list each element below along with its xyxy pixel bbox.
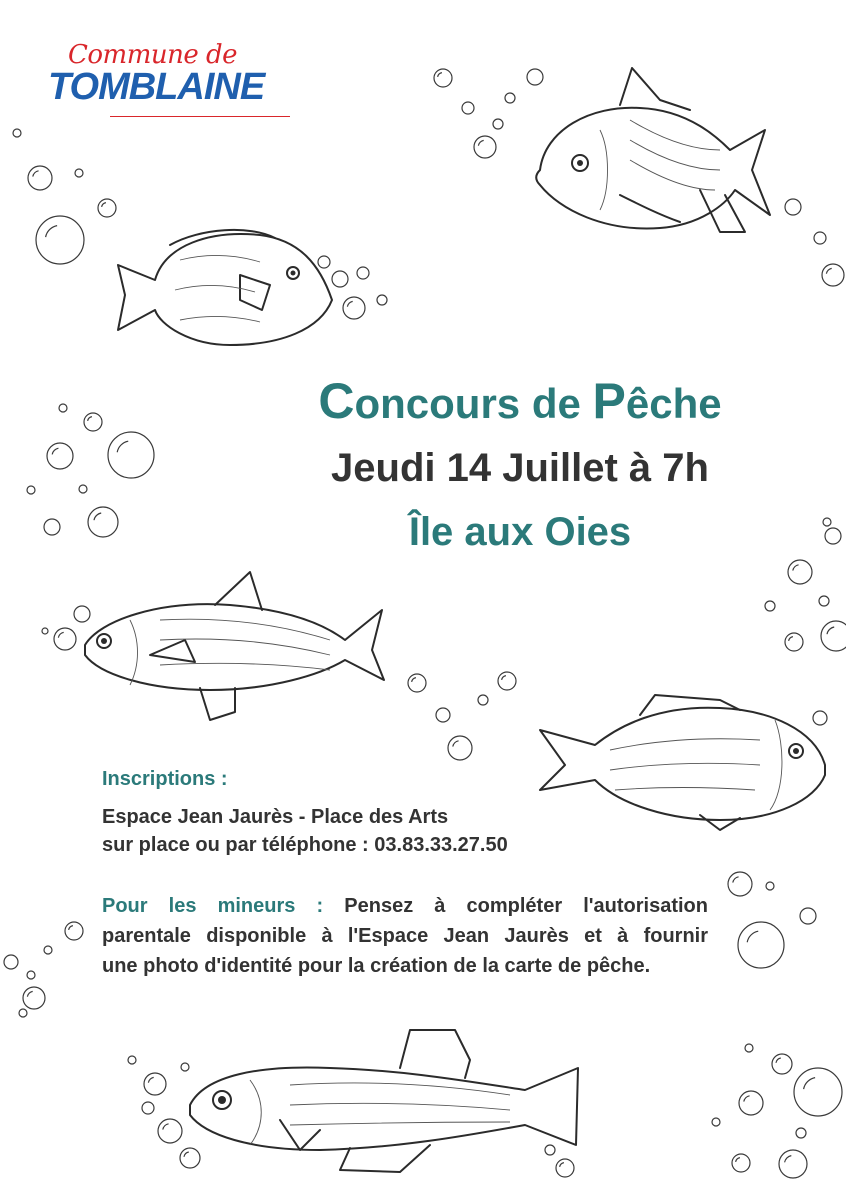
logo-name-text: TOMBLAINE <box>48 66 265 108</box>
title-initial-c: C <box>318 373 355 429</box>
minors-line-1 <box>102 891 708 921</box>
event-date: Jeudi 14 Juillet à 7h <box>331 446 709 490</box>
registration-contact: sur place ou par téléphone : 03.83.33.27.50 <box>102 834 508 856</box>
goldfish-illustration <box>536 68 770 232</box>
killifish-illustration <box>190 1030 578 1172</box>
event-location: Île aux Oies <box>408 510 632 554</box>
minors-text-1: Pensez à compléter l'autorisation <box>344 895 708 917</box>
logo-script-text: Commune de <box>68 40 238 70</box>
title-initial-p: P <box>592 373 626 429</box>
minors-line-2: parentale disponible à l'Espace Jean Jaurès et à fournir <box>102 925 708 947</box>
tomblaine-logo <box>48 40 298 120</box>
registration-location: Espace Jean Jaurès - Place des Arts <box>102 806 449 828</box>
carp-illustration <box>85 572 384 720</box>
title-part-2: êche <box>625 380 722 427</box>
logo-underline <box>110 116 290 117</box>
minors-label: Pour les mineurs : <box>102 895 324 917</box>
event-title <box>300 372 740 430</box>
registration-label: Inscriptions : <box>102 768 228 790</box>
title-part-1: oncours de <box>354 380 593 427</box>
minors-line-3: une photo d'identité pour la création de la carte de pêche. <box>102 955 651 977</box>
minors-notice <box>102 891 708 981</box>
bream-illustration <box>540 695 825 830</box>
surgeonfish-illustration <box>118 230 332 345</box>
